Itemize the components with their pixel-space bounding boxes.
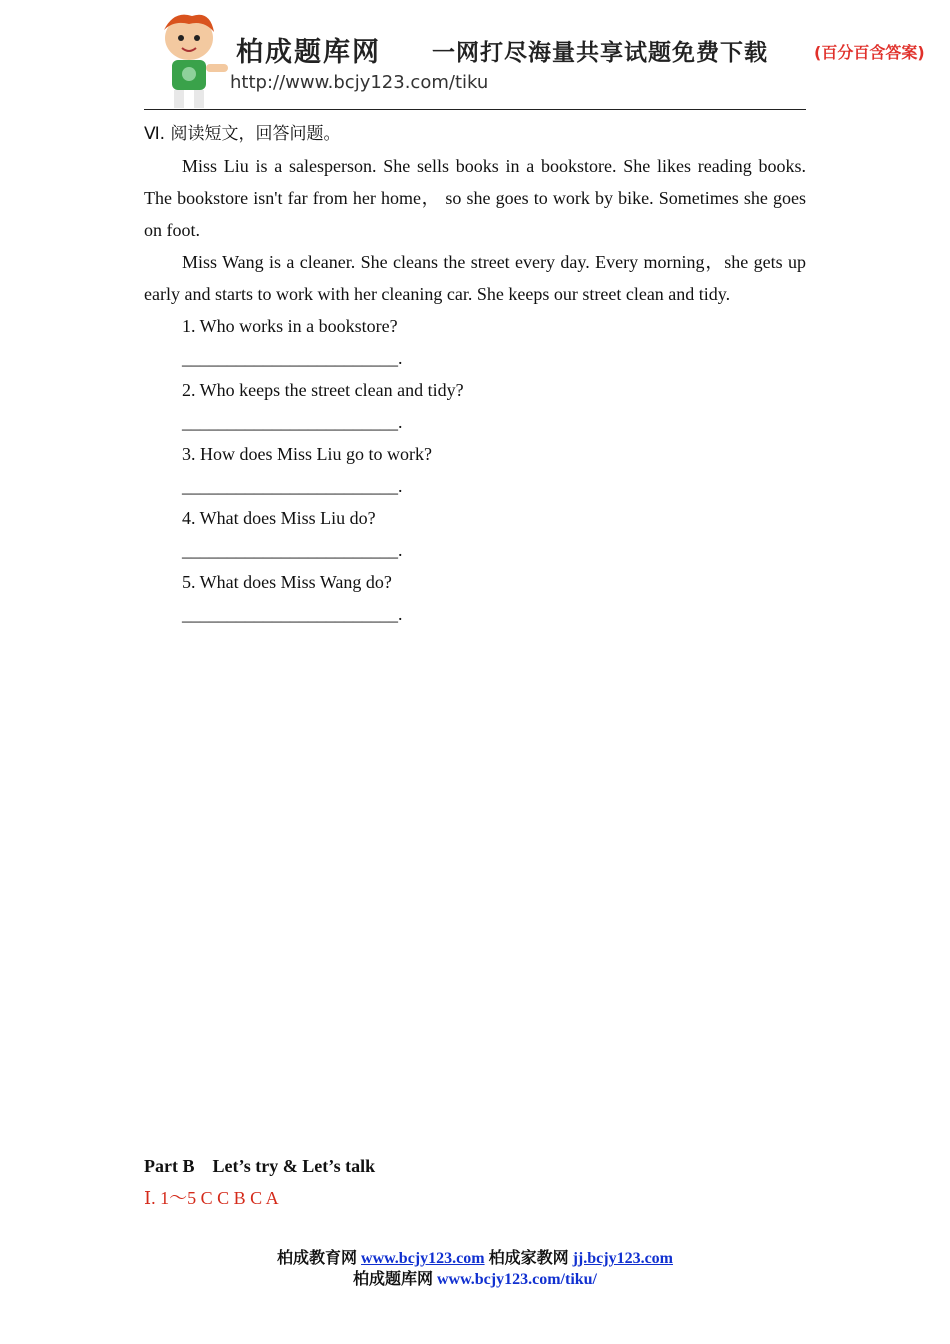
reading-section <box>144 118 806 630</box>
footer-link-tiku[interactable]: www.bcjy123.com/tiku/ <box>437 1271 597 1288</box>
slogan-note: (百分百含答案) <box>814 43 925 62</box>
brand-slogan: 一网打尽海量共享试题免费下载 <box>432 40 768 66</box>
question-3: 3. How does Miss Liu go to work? <box>182 444 432 464</box>
answer-blank-2: ________________________. <box>182 412 403 432</box>
question-4: 4. What does Miss Liu do? <box>182 508 376 528</box>
footer-link-edu[interactable]: www.bcjy123.com <box>361 1250 485 1267</box>
part-b-title: Part B Let’s try & Let’s talk <box>144 1156 376 1176</box>
passage-paragraph-1: Miss Liu is a salesperson. She sells books in a bookstore. She likes reading books. The bookstore isn't far from her home， so she goes to work by bike. Sometimes she goes on foot. <box>144 156 806 240</box>
footer-label-edu: 柏成教育网 <box>277 1248 358 1267</box>
question-2: 2. Who keeps the street clean and tidy? <box>182 380 464 400</box>
answer-blank-4: ________________________. <box>182 540 403 560</box>
page-footer <box>0 1248 950 1290</box>
answer-blank-1: ________________________. <box>182 348 403 368</box>
mascot-logo-icon <box>144 8 234 110</box>
question-5: 5. What does Miss Wang do? <box>182 572 392 592</box>
footer-label-tutor: 柏成家教网 <box>488 1248 569 1267</box>
passage-paragraph-2: Miss Wang is a cleaner. She cleans the street every day. Every morning，she gets up early and starts to work with her cleaning car. She keeps our street clean and tidy. <box>144 252 806 304</box>
answer-blank-5: ________________________. <box>182 604 403 624</box>
footer-label-tiku: 柏成题库网 <box>352 1269 433 1288</box>
answer-blank-3: ________________________. <box>182 476 403 496</box>
footer-link-tutor[interactable]: jj.bcjy123.com <box>572 1250 673 1267</box>
answer-key-line: Ⅰ. 1～5 C C B C A <box>144 1188 279 1208</box>
header-divider <box>144 109 806 110</box>
site-header <box>144 8 950 110</box>
question-1: 1. Who works in a bookstore? <box>182 316 398 336</box>
brand-title: 柏成题库网 <box>236 37 381 68</box>
section-title: Ⅵ. 阅读短文，回答问题。 <box>144 124 341 144</box>
header-url: http://www.bcjy123.com/tiku <box>230 72 489 93</box>
